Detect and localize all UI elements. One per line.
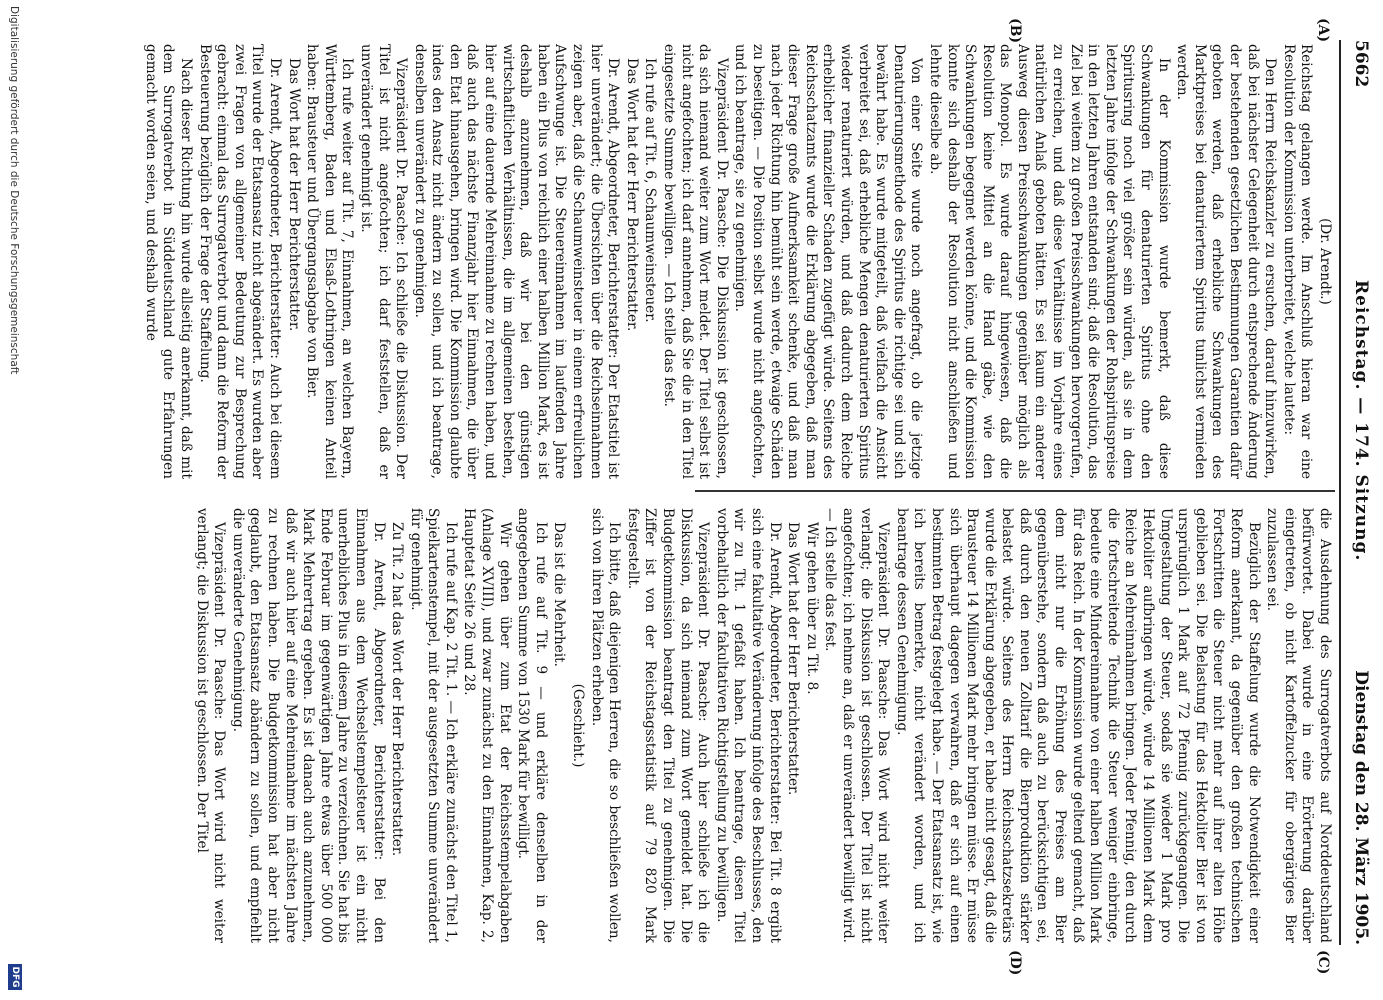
paragraph: Das ist die Mehrheit. bbox=[551, 522, 568, 667]
running-title: Reichstag. — 174. Sitzung. bbox=[1351, 280, 1371, 562]
paragraph: Vizepräsident Dr. Paasche: Das Wort wird nicht weiter verlangt; die Diskussion ist geschlossen. Der Titel ist nicht angefochten; ich nehme an, daß er unverändert bewilligt wird. — Ich stelle das fest. bbox=[822, 508, 892, 943]
paragraph: Vizepräsident Dr. Paasche: Ich schließe die Diskussion. Der Titel ist nicht angefochten; ich darf feststellen, daß er unverändert genehmigt ist. bbox=[357, 44, 410, 479]
paragraph: Dr. Arendt, Abgeordneter, Berichterstatter: Bei Tit. 8 ergibt sich eine fakultative Veränderung infolge des Beschlusses, den wir zu Tit. 1 gefaßt haben. Ich beantrage, diesen Titel vorbehaltlich der fakultativen Richtigstellung zu bewilligen. bbox=[713, 508, 783, 943]
paragraph: Zu Tit. 2 hat das Wort der Herr Berichterstatter. bbox=[389, 522, 406, 857]
paragraph: Ich rufe weiter auf Tit. 7, Einnahmen, an welchen Bayern, Württemberg, Baden und Elsaß-Lothringen keinen Anteil haben: Brausteuer und Übergangsabgabe von Bier. bbox=[304, 44, 356, 479]
margin-mark-d: (D) bbox=[1007, 950, 1023, 976]
header-rule bbox=[1339, 40, 1341, 945]
paragraph: In der Kommission wurde bemerkt, daß diese Schwankungen für denaturierten Spiritus ohne den Spiritusring noch viel größer sein würden, als sie in dem letzten Jahre infolge der Schwankungen der Rohspirituspreise in den letzten Jahren entstanden sind; daß die Resolution, das Ziel bei weitem zu großen Preisschwankungen hervorgerufen, zu erreichen, und daß diese Verhältnisse im Vorjahre eines natürlichen Anlaß geboten hätten. Es sei kaum ein anderer Ausweg diesen Preisschwankungen gegenüber möglich als das Monopol. Es wurde darauf hingewiesen, daß die Resolution keine Mittel an die Hand gäbe, wie den Schwankungen begegnet werden könne, und die Kommission konnte sich deshalb der Resolution nicht anschließen und lehnte dieselbe ab. bbox=[926, 44, 1172, 479]
page-header bbox=[1339, 40, 1383, 945]
digitization-footer bbox=[4, 0, 22, 1000]
paragraph: die Ausdehnung des Surrogatverbots auf Norddeutschland befürwortet. Dabei wurde in eine Erörterung darüber eingetreten, ob nicht Kartoffelzucker für obergäriges Bier zuzulassen sei. bbox=[1264, 508, 1333, 943]
paragraph: Vizepräsident Dr. Paasche: Die Diskussion ist geschlossen, da sich niemand weiter zum Wort meldet. Der Titel selbst ist nicht angefochten; ich darf annehmen, daß Sie die in den Titel eingesetzte Summe bewilligen. — Ich stelle das fest. bbox=[661, 44, 730, 479]
paragraph: Dr. Arendt, Abgeordneter, Berichterstatter: Bei den Einnahmen aus dem Wechselstempelsteuer ist ein nicht unerhebliches Plus in diesem Jahre zu verzeichnen. Sie hat bis Ende Februar im gegenwärtigen Jahre etwas über 500 000 Mark Mehrertrag ergeben. Es ist danach auch anzunehmen, daß wir auch hier auf eine Mehreinnahme im nächsten Jahre zu rechnen haben. Die Budgetkommission hat aber nicht geglaubt, den Etatsansatz abändern zu sollen, und empfiehlt die unveränderte Genehmigung. bbox=[229, 508, 387, 943]
digitization-note: Digitalisierung gefördert durch die Deutsche Forschungsgemeinschaft bbox=[8, 6, 20, 375]
margin-mark-b: (B) bbox=[1007, 18, 1023, 44]
paragraph: (Dr. Arendt.) bbox=[1317, 218, 1333, 305]
paragraph: Ich bitte, daß diejenigen Herren, die so beschließen wollen, sich von ihren Plätzen erheben. bbox=[588, 508, 623, 943]
paragraph: Ich rufe auf Kap. 2 Tit. 1. — Ich erkläre zunächst den Titel 1, Spielkartenstempel, mit der ausgesetzten Summe unverändert für genehmigt. bbox=[407, 508, 459, 943]
paragraph: Vizepräsident Dr. Paasche: Auch hier schließe ich die Diskussion, da sich niemand zum Wort gemeldet hat. Die Budgetkommission beantragt den Titel zu genehmigen. Die Ziffer ist von der Reichstagsstatistik auf 79 820 Mark festgestellt. bbox=[624, 508, 712, 943]
paragraph: Bezüglich der Staffelung wurde die Notwendigkeit einer Reform anerkannt, da gegenüber den großen technischen Fortschritten die Steuer nicht mehr auf ihrer alten Höhe geblieben sei. Die Belastung für das Hektoliter Bier ist von ursprünglich 1 Mark auf 72 Pfennig zurückgegangen. Die Umgestaltung der Steuer, sodaß sie wieder 1 Mark pro Hektoliter aufbringen würde, würde 14 Millionen Mark dem Reiche an Mehreinnahmen bringen. Jeder Pfennig, den durch die fortschreitende Technik die Steuer weniger einbringe, bedeute eine Mindereinnahme von einer halben Million Mark für das Reich. In der Kommission wurde geltend gemacht, daß dem nicht nur die Erhöhung des Preises am Bier gegenüberstehe, sondern daß auch zu berücksichtigen sei, daß durch den neuen Zolltarif die Bierproduktion stärker belastet würde. Seitens des Herrn Reichsschatzsekretärs wurde die Erklärung abgegeben, er habe nicht gesagt, daß die Brausteuer 14 Millionen Mark mehr bringen müsse. Er müsse sich überhaupt dagegen verwahren, daß er sich auf einen bestimmten Betrag festgelegt habe. — Der Etatsansatz ist, wie ich bereits bemerkte, nicht verändert worden, und ich beantrage dessen Genehmigung. bbox=[893, 508, 1262, 943]
margin-mark-a: (A) bbox=[1315, 18, 1331, 43]
paragraph: Den Herrn Reichskanzler zu ersuchen, darauf hinzuwirken, daß bei nächster Gelegenheit durch entsprechende Änderung der bestehenden gesetzlichen Bestimmungen Garantien dafür geboten werden, daß erhebliche Schwankungen des Marktpreises bei denaturiertem Spiritus tunlichst vermieden werden. bbox=[1174, 44, 1279, 479]
paragraph: Dr. Arendt, Abgeordneter, Berichterstatter: Der Etatstitel ist hier unverändert; die Übersichten über die Reichseinnahmen zeigen aber, daß die Schaumweinsteuer in einem erfreulichen Aufschwunge ist. Die Steuereinnahmen im laufenden Jahre haben ein Plus von reichlich einer halben Million Mark, es ist deshalb anzunehmen, daß wir bei den günstigen wirtschaftlichen Verhältnissen, die im allgemeinen bestehen, hier auf eine dauernde Mehreinnahme zu rechnen haben, und daß auch das nächste Finanzjahr hier Einnahmen, die über den Etat hinausgehen, bringen wird. Die Kommission glaubte indes den Ansatz nicht ändern zu sollen, und ich beantrage, denselben unverändert zu genehmigen. bbox=[411, 44, 622, 479]
paragraph: Dr. Arendt, Abgeordneter, Berichterstatter: Auch bei diesem Titel wurde der Etatsansatz nicht abgeändert. Es wurden aber zwei Fragen von allgemeiner Bedeutung zur Besprechung gebracht: einmal das Surrogatverbot und dann die Reform der Besteuerung bezüglich der Frage der Staffelung. bbox=[196, 44, 283, 479]
paragraph: Wir gehen über zu Tit. 8. bbox=[803, 522, 820, 695]
page-number: 5662 bbox=[1351, 40, 1371, 88]
paragraph: Das Wort hat der Herr Berichterstatter. bbox=[785, 522, 802, 796]
left-column bbox=[26, 44, 1333, 479]
paragraph: Ich rufe auf Tit. 9 — und erkläre denselben in der angegebenen Summe von 1530 Mark für bewilligt. bbox=[515, 508, 549, 943]
column-divider bbox=[695, 490, 1335, 492]
paragraph: (Geschieht.) bbox=[570, 683, 587, 768]
paragraph: Von einer Seite wurde noch angefragt, ob die jetzige Denaturierungsmethode des Spiritus die richtige sei und sich bewährt habe. Es wurde mitgeteilt, daß vielfach die Ansicht verbreitet sei, daß erhebliche Mengen denaturierten Spiritus wieder renaturiert würden, und daß dadurch dem Reiche erheblicher finanzieller Schaden zugefügt würde. Seitens des Reichsschatzamts wurde die Erklärung abgegeben, daß man dieser Frage große Aufmerksamkeit schenke, und daß man nach jeder Richtung hin bemüht sein werde, etwaige Schäden zu beseitigen. — Die Position selbst wurde nicht angefochten, und ich beantrage, sie zu genehmigen. bbox=[732, 44, 925, 479]
margin-mark-c: (C) bbox=[1315, 950, 1331, 975]
paragraph: Das Wort hat der Herr Berichterstatter. bbox=[285, 58, 302, 332]
paragraph: Ich rufe auf Tit. 6, Schaumweinsteuer. bbox=[642, 58, 659, 323]
paragraph: Vizepräsident Dr. Paasche: Das Wort wird nicht weiter verlangt; die Diskussion ist geschlossen. Der Titel bbox=[193, 508, 228, 943]
paragraph: Reichstag gelangen werde. Im Anschluß hieran war eine Resolution der Kommission unterbreitet, welche lautete: bbox=[1280, 44, 1315, 479]
paragraph: Nach dieser Richtung hin wurde allseitig anerkannt, daß mit dem Surrogatverbot in Süddeutschland gute Erfahrungen gemacht worden seien, und deshalb wurde bbox=[142, 44, 194, 479]
right-column bbox=[26, 508, 1333, 943]
paragraph: Das Wort hat der Herr Berichterstatter. bbox=[623, 58, 640, 332]
dfg-logo: DFG bbox=[8, 964, 22, 990]
session-date: Dienstag den 28. März 1905. bbox=[1351, 670, 1371, 945]
paragraph: Wir gehen über zum Etat der Reichsstempelabgaben (Anlage XVIII), und zwar zunächst zu den Einnahmen, Kap. 2, Hauptetat Seite 26 und 28. bbox=[461, 508, 513, 943]
